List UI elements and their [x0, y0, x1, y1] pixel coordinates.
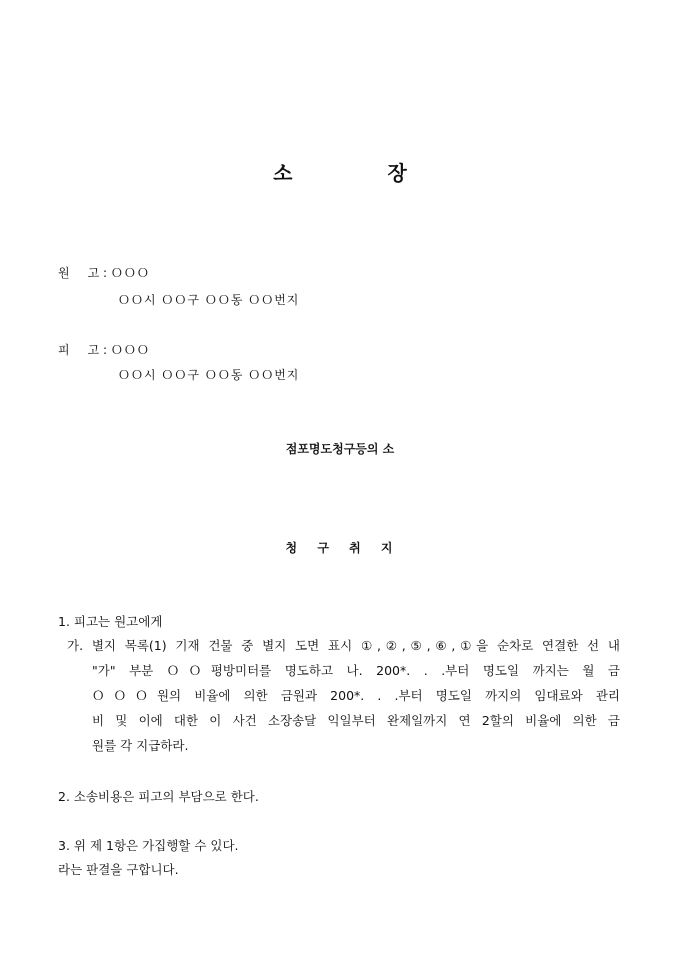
claim-item-1-ga-line-3: ＯＯＯ원의 비율에 의한 금원과 200*. . .부터 명도일 까지의 임대료와 관리 — [92, 688, 620, 703]
title-char-1: 소 — [273, 161, 293, 185]
case-title: 점포명도청구등의 소 — [285, 442, 395, 456]
plaintiff-address: ＯＯ시 ＯＯ구 ＯＯ동 ＯＯ번지 — [118, 293, 300, 307]
defendant-row — [58, 341, 150, 358]
plaintiff-row — [58, 264, 150, 281]
defendant-name: ＯＯＯ — [110, 343, 150, 357]
document-title — [0, 157, 680, 186]
closing-statement: 라는 판결을 구합니다. — [58, 862, 179, 877]
plaintiff-label-b: 고 : — [87, 266, 108, 280]
plaintiff-label-a: 원 — [58, 266, 70, 280]
title-char-2: 장 — [387, 161, 407, 185]
claim-item-1-head: 1. 피고는 원고에게 — [58, 614, 163, 629]
claim-item-1-ga-line-1: 가. 별지 목록(1) 기재 건물 중 별지 도면 표시 ①,②,⑤,⑥,①을 순차로 연결한 선 내 — [67, 638, 620, 653]
claim-item-1-ga-line-4: 비 및 이에 대한 이 사건 소장송달 익일부터 완제일까지 연 2할의 비율에 의한 금 — [92, 713, 620, 728]
plaintiff-name: ＯＯＯ — [110, 266, 150, 280]
defendant-label-a: 피 — [58, 343, 70, 357]
claim-item-1-ga-line-2: "가" 부분 ＯＯ평방미터를 명도하고 나. 200*. . .부터 명도일 까지는 월 금 — [92, 663, 620, 678]
claim-heading: 청 구 취 지 — [285, 541, 395, 555]
claim-item-1-ga-line-5: 원를 각 지급하라. — [92, 738, 189, 753]
defendant-label-b: 고 : — [87, 343, 108, 357]
claim-item-3: 3. 위 제 1항은 가집행할 수 있다. — [58, 838, 239, 853]
defendant-address: ＯＯ시 ＯＯ구 ＯＯ동 ＯＯ번지 — [118, 368, 300, 382]
claim-item-2: 2. 소송비용은 피고의 부담으로 한다. — [58, 789, 259, 804]
